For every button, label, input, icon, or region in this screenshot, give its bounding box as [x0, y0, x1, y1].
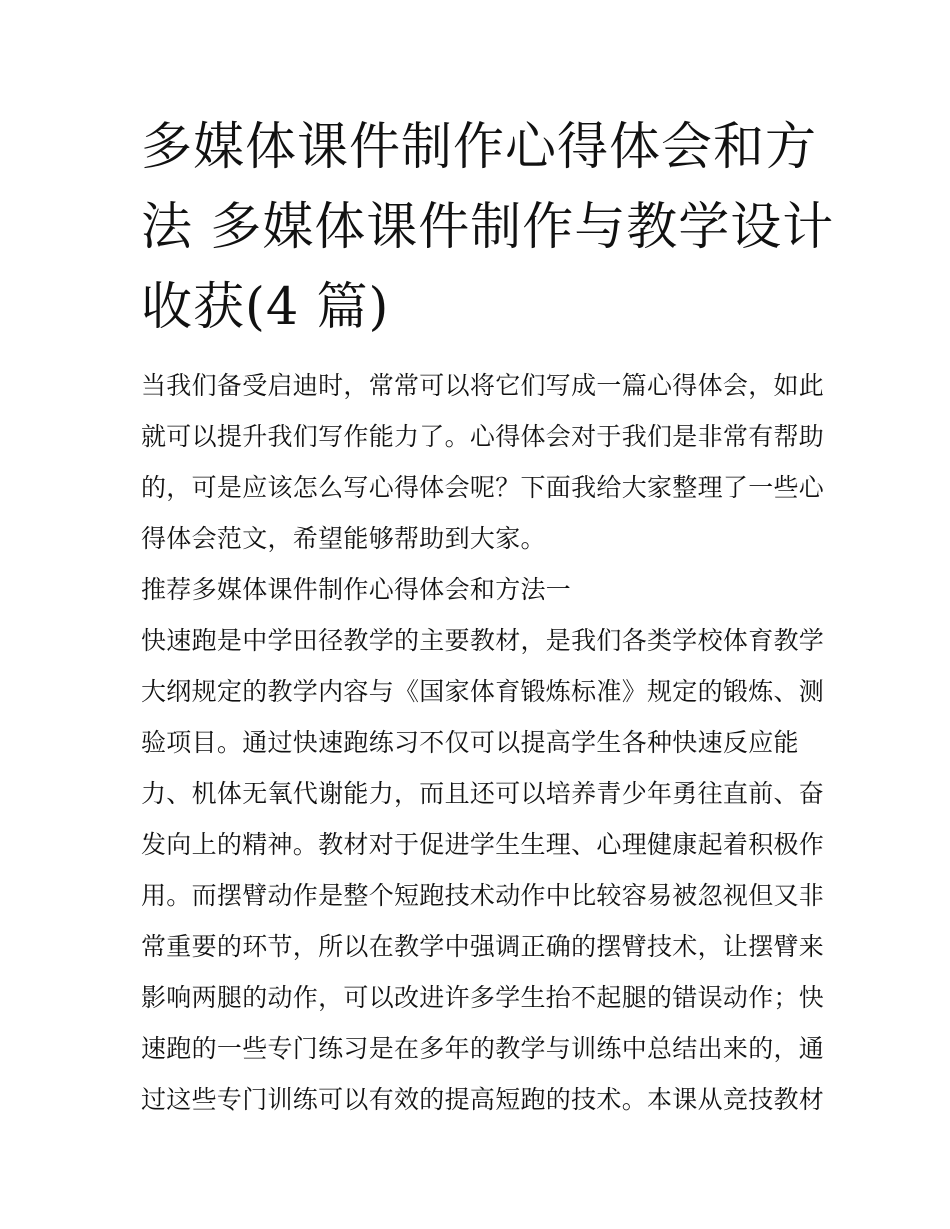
title-line-3: 收获(4 篇): [141, 278, 390, 337]
document-body: [141, 360, 825, 1125]
paragraph-line: 发向上的精神。教材对于促进学生生理、心理健康起着积极作: [141, 830, 825, 859]
section-heading: 推荐多媒体课件制作心得体会和方法一: [141, 575, 572, 604]
title-line-2: 法 多媒体课件制作与教学设计: [141, 198, 835, 257]
intro-line: 得体会范文，希望能够帮助到大家。: [141, 524, 546, 553]
paragraph-line: 验项目。通过快速跑练习不仅可以提高学生各种快速反应能: [141, 728, 799, 757]
paragraph-line: 过这些专门训练可以有效的提高短跑的技术。本课从竞技教材: [141, 1085, 825, 1114]
paragraph-line: 大纲规定的教学内容与《国家体育锻炼标准》规定的锻炼、测: [141, 677, 825, 706]
document-title: [141, 108, 835, 348]
paragraph-line: 速跑的一些专门练习是在多年的教学与训练中总结出来的，通: [141, 1034, 825, 1063]
paragraph-line: 影响两腿的动作，可以改进许多学生抬不起腿的错误动作；快: [141, 983, 825, 1012]
intro-line: 的，可是应该怎么写心得体会呢？下面我给大家整理了一些心: [141, 473, 825, 502]
paragraph-line: 力、机体无氧代谢能力，而且还可以培养青少年勇往直前、奋: [141, 779, 825, 808]
intro-line: 当我们备受启迪时，常常可以将它们写成一篇心得体会，如此: [141, 371, 825, 400]
paragraph-line: 快速跑是中学田径教学的主要教材，是我们各类学校体育教学: [141, 626, 825, 655]
paragraph-line: 常重要的环节，所以在教学中强调正确的摆臂技术，让摆臂来: [141, 932, 825, 961]
title-line-1: 多媒体课件制作心得体会和方: [141, 118, 818, 177]
paragraph-line: 用。而摆臂动作是整个短跑技术动作中比较容易被忽视但又非: [141, 881, 825, 910]
document-page: [141, 108, 835, 1125]
intro-line: 就可以提升我们写作能力了。心得体会对于我们是非常有帮助: [141, 422, 825, 451]
